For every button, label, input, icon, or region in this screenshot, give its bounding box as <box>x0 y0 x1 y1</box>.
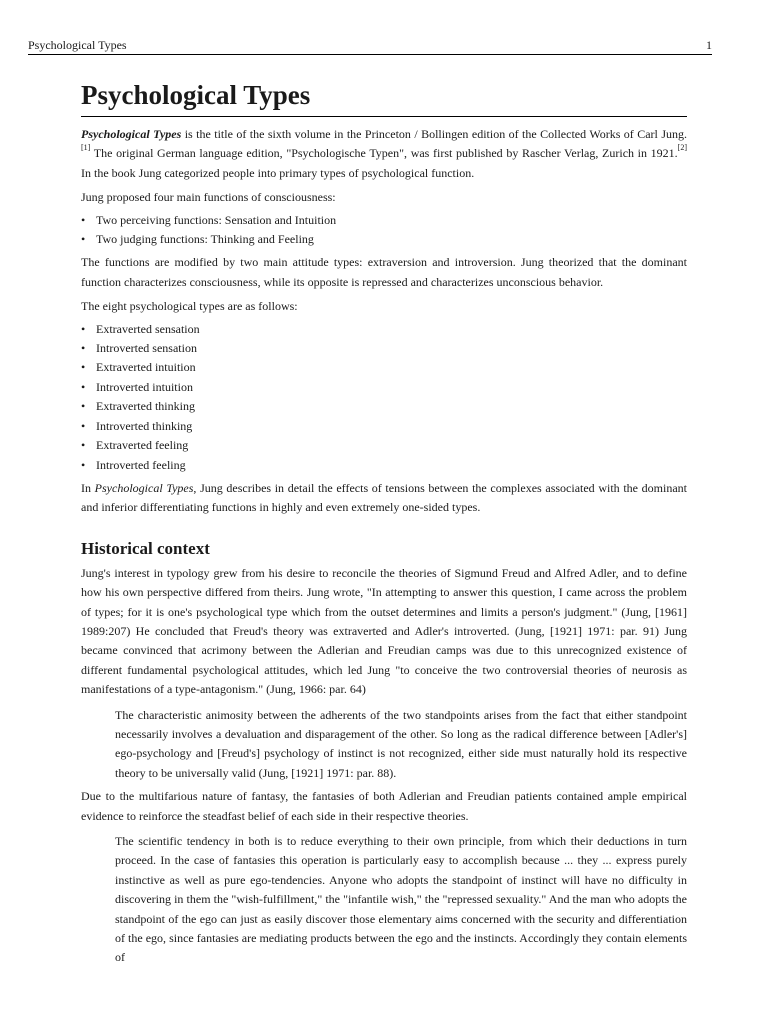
tension-pre: In <box>81 480 95 495</box>
functions-list <box>81 211 687 250</box>
historical-paragraph: Jung's interest in typology grew from his desire to reconcile the theories of Sigmund Freud and Alfred Adler, and to define how his own perspective differed from theirs. Jung wrote, "In attempting to answer this question, I came across the problem of types; for it is one's psychological type which from the outset determines and limits a person's judgment." (Jung, [1961] 1989:207) He concluded that Freud's theory was extraverted and Adler's introverted. (Jung, [1921] 1971: par. 91) Jung became convinced that acrimony between the Adlerian and Freudian camps was due to this unrecognized existence of different fundamental psychological attitudes, which led Jung "to conceive the two controversial theories of neurosis as manifestations of a type-antagonism." (Jung, 1966: par. 64) <box>81 565 687 697</box>
intro-text-1: is the title of the sixth volume in the Princeton / Bollingen edition of the Collected Works of Carl Jung. <box>181 127 687 141</box>
running-header <box>28 38 712 55</box>
types-list <box>81 320 687 475</box>
article-body <box>81 78 687 972</box>
list-item: • Introverted feeling <box>81 456 687 475</box>
list-item: • Introverted thinking <box>81 417 687 436</box>
page-number: 1 <box>706 38 712 52</box>
intro-term: Psychological Types <box>81 127 182 141</box>
list-item: • Two judging functions: Thinking and Feeling <box>81 230 687 249</box>
list-item: • Extraverted intuition <box>81 358 687 377</box>
tension-paragraph <box>81 479 687 518</box>
list-item: • Extraverted thinking <box>81 397 687 416</box>
list-item: • Two perceiving functions: Sensation and Intuition <box>81 211 687 230</box>
intro-text-2: The original German language edition, "Psychologische Typen", was first published by Rascher Verlag, Zurich in 1921. <box>90 146 678 161</box>
tension-post: , Jung describes in detail the effects of tensions between the complexes associated with the dominant and inferior differentiating functions in highly and even extremely one-sided types. <box>81 480 687 515</box>
types-intro: The eight psychological types are as follows: <box>81 299 298 314</box>
reference-link-2[interactable]: [2] <box>677 143 687 153</box>
tension-term: Psychological Types <box>94 480 194 495</box>
page-title: Psychological Types <box>81 78 687 117</box>
block-quote-2: The scientific tendency in both is to reduce everything to their own principle, from which their deductions in turn proceed. In the case of fantasies this operation is particularly easy to accomplish because ... they ... express purely instinctive as well as pure ego-tendencies. Anyone who adopts the standpoint of instinct will have no difficulty in discovering in them the "wish-fulfillment," the "infantile wish," the "repressed sexuality." And the man who adopts the standpoint of the ego can just as easily discover those elementary aims concerned with the security and differentiation of the ego, since fantasies are mediating products between the ego and the instincts. Accordingly they contain elements of <box>115 834 687 965</box>
fantasy-paragraph: Due to the multifarious nature of fantasy, the fantasies of both Adlerian and Freudian patients contained ample empirical evidence to reinforce the steadfast belief of each side in their respective theories. <box>81 789 687 823</box>
section-heading-historical-context: Historical context <box>81 538 210 558</box>
intro-text-3: In the book Jung categorized people into primary types of psychological function. <box>81 165 475 180</box>
attitude-paragraph: The functions are modified by two main attitude types: extraversion and introversion. Jung theorized that the dominant function characterizes consciousness, while its opposite is repressed and characterizes unconscious behavior. <box>81 255 687 289</box>
list-item: • Extraverted feeling <box>81 436 687 455</box>
list-item: • Introverted intuition <box>81 378 687 397</box>
reference-link-1[interactable]: [1] <box>81 143 91 153</box>
block-quote-1: The characteristic animosity between the adherents of the two standpoints arises from the fact that either standpoint necessarily involves a devaluation and disparagement of the other. So long as the radical difference between [Adler's] ego-psychology and [Freud's] psychology of instinct is not recognized, either side must naturally hold its respective theory to be universally valid (Jung, [1921] 1971: par. 88). <box>115 707 687 780</box>
intro-paragraph <box>81 125 687 183</box>
list-item: • Extraverted sensation <box>81 320 687 339</box>
list-item: • Introverted sensation <box>81 339 687 358</box>
running-title: Psychological Types <box>28 38 127 52</box>
functions-intro: Jung proposed four main functions of consciousness: <box>81 190 336 205</box>
